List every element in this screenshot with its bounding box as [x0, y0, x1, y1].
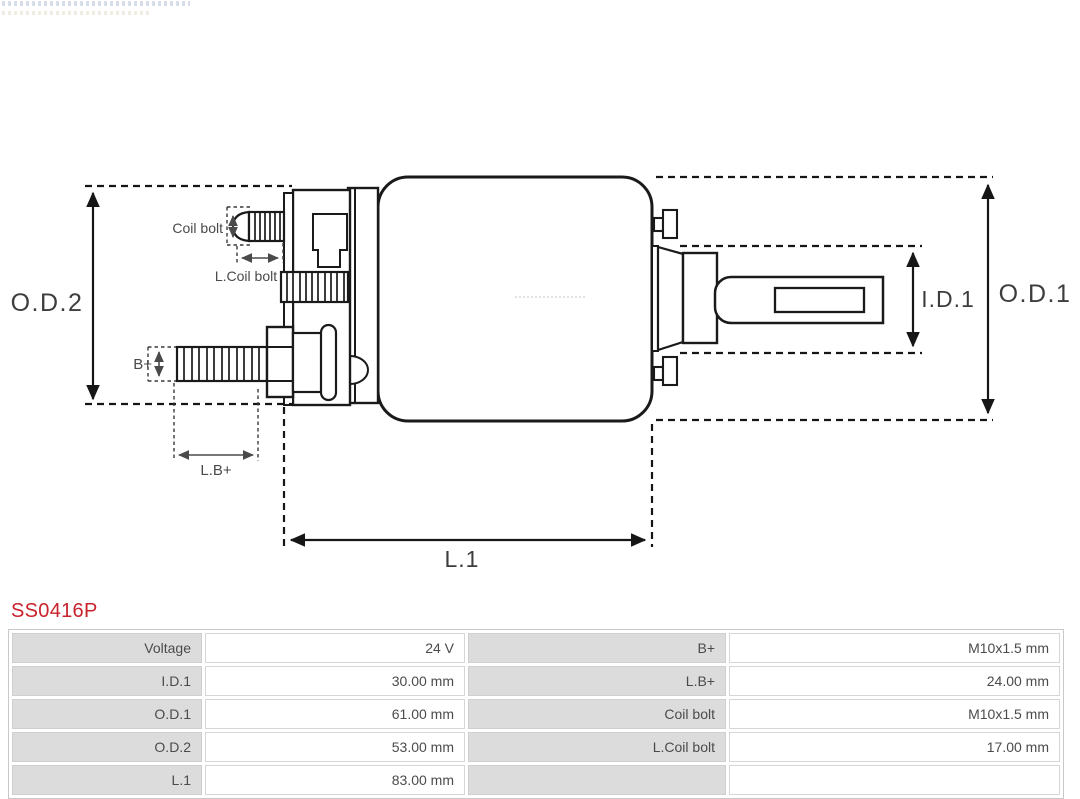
spec-label-cell: I.D.1 [12, 666, 202, 696]
spec-row-l1 [12, 765, 1060, 795]
mounting-plate [348, 188, 378, 403]
solenoid-body [378, 177, 652, 421]
spec-value-cell: M10x1.5 mm [729, 699, 1060, 729]
od1-label: O.D.1 [998, 280, 1072, 308]
b-plus-insulator [321, 325, 336, 400]
spec-row-od2 [12, 732, 1060, 762]
threaded-collar [281, 272, 348, 302]
spec-value-cell: 24 V [205, 633, 465, 663]
spec-label-cell: L.1 [12, 765, 202, 795]
coil-bolt-stud [233, 212, 284, 241]
spec-label-cell: O.D.2 [12, 732, 202, 762]
spec-value-cell: 24.00 mm [729, 666, 1060, 696]
coil-bolt-label: Coil bolt [172, 220, 223, 236]
b-plus-terminal-bolt [177, 325, 336, 400]
l-b-plus-label: L.B+ [200, 462, 232, 479]
plunger-slot [775, 288, 864, 312]
spec-table [8, 629, 1064, 799]
b-plus-nut [267, 327, 293, 397]
spec-label-cell: O.D.1 [12, 699, 202, 729]
spec-label-cell: L.B+ [468, 666, 726, 696]
spec-row-od1 [12, 699, 1060, 729]
b-plus-label: B+ [133, 356, 152, 373]
spec-value-cell: 61.00 mm [205, 699, 465, 729]
part-number: SS0416P [11, 600, 98, 622]
od2-label: O.D.2 [10, 289, 84, 317]
spec-row-id1 [12, 666, 1060, 696]
spec-label-cell: B+ [468, 633, 726, 663]
id1-label: I.D.1 [921, 286, 975, 312]
spec-label-cell: Voltage [12, 633, 202, 663]
plunger-assembly [652, 246, 883, 351]
l1-label: L.1 [444, 546, 480, 572]
spec-label-cell: L.Coil bolt [468, 732, 726, 762]
spec-value-cell: 30.00 mm [205, 666, 465, 696]
b-plus-washer [293, 333, 323, 392]
spec-value-cell [729, 765, 1060, 795]
spec-label-cell: Coil bolt [468, 699, 726, 729]
helper-lines [148, 207, 283, 461]
spec-value-cell: 83.00 mm [205, 765, 465, 795]
spec-label-cell [468, 765, 726, 795]
spec-row-voltage [12, 633, 1060, 663]
spec-value-cell: 17.00 mm [729, 732, 1060, 762]
spec-value-cell: M10x1.5 mm [729, 633, 1060, 663]
l-coil-bolt-label: L.Coil bolt [214, 268, 278, 284]
spec-value-cell: 53.00 mm [205, 732, 465, 762]
